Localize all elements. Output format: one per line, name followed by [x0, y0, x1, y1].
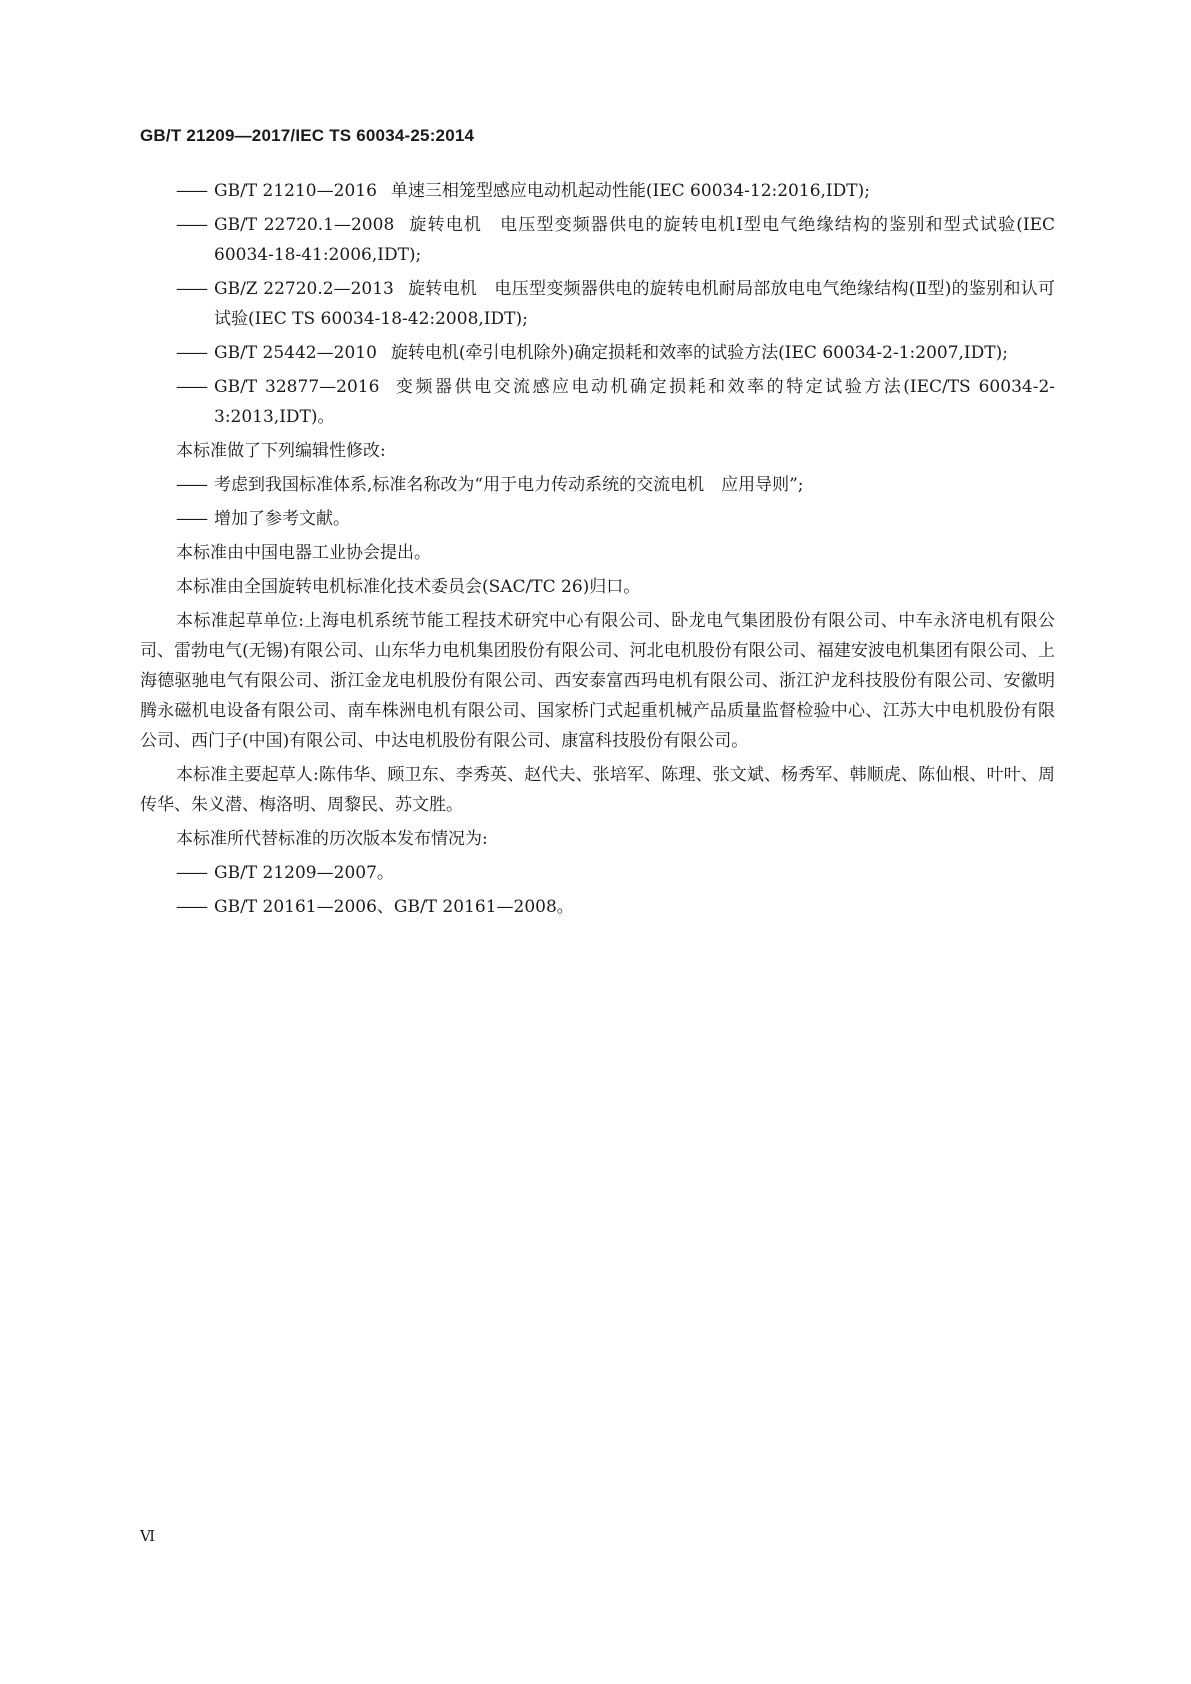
reference-text: 旋转电机 电压型变频器供电的旋转电机Ⅰ型电气绝缘结构的鉴别和型式试验(IEC 60034-18-41:2006,IDT);	[214, 215, 1056, 265]
standard-header: GB/T 21209—2017/IEC TS 60034-25:2014	[140, 126, 475, 145]
dash-marker: ——	[176, 897, 206, 917]
reference-code: GB/T 25442—2010	[214, 343, 377, 363]
committee-paragraph: 本标准由全国旋转电机标准化技术委员会(SAC/TC 26)归口。	[176, 577, 641, 597]
history-item	[140, 858, 1055, 888]
history-item-text: GB/T 20161—2006、GB/T 20161—2008。	[214, 897, 574, 917]
reference-item	[140, 338, 1055, 368]
reference-item	[140, 372, 1055, 432]
drafting-units-paragraph: 本标准起草单位:上海电机系统节能工程技术研究中心有限公司、卧龙电气集团股份有限公司、中车永济电机有限公司、雷勃电气(无锡)有限公司、山东华力电机集团股份有限公司、河北电机股份有限公司、福建安波电机集团有限公司、上海德驱驰电气有限公司、浙江金龙电机股份有限公司、西安泰富西玛电机有限公司、浙江沪龙科技股份有限公司、安徽明腾永磁机电设备有限公司、南车株洲电机有限公司、国家桥门式起重机械产品质量监督检验中心、江苏大中电机股份有限公司、西门子(中国)有限公司、中达电机股份有限公司、康富科技股份有限公司。	[140, 611, 1055, 751]
reference-item	[140, 176, 1055, 206]
dash-marker: ——	[176, 475, 206, 495]
reference-text: 旋转电机 电压型变频器供电的旋转电机耐局部放电电气绝缘结构(Ⅱ型)的鉴别和认可试验(IEC TS 60034-18-42:2008,IDT);	[214, 279, 1055, 329]
dash-marker: ——	[176, 181, 206, 201]
dash-marker: ——	[176, 215, 206, 235]
editorial-item	[140, 470, 1055, 500]
reference-code: GB/T 22720.1—2008	[214, 215, 395, 235]
dash-marker: ——	[176, 863, 206, 883]
dash-marker: ——	[176, 377, 206, 397]
editorial-item-text: 增加了参考文献。	[214, 509, 350, 529]
dash-marker: ——	[176, 343, 206, 363]
editorial-intro: 本标准做了下列编辑性修改:	[176, 441, 386, 461]
reference-code: GB/T 32877—2016	[214, 377, 380, 397]
history-item-text: GB/T 21209—2007。	[214, 863, 394, 883]
reference-text: 单速三相笼型感应电动机起动性能(IEC 60034-12:2016,IDT);	[390, 181, 870, 201]
editorial-item	[140, 504, 1055, 534]
reference-item	[140, 210, 1055, 270]
reference-item	[140, 274, 1055, 334]
foreword-content	[140, 176, 1055, 926]
page-number: Ⅵ	[140, 1527, 156, 1545]
drafters-paragraph: 本标准主要起草人:陈伟华、顾卫东、李秀英、赵代夫、张培军、陈理、张文斌、杨秀军、韩顺虎、陈仙根、叶叶、周传华、朱义潜、梅洛明、周黎民、苏文胜。	[140, 765, 1055, 815]
editorial-item-text: 考虑到我国标准体系,标准名称改为“用于电力传动系统的交流电机 应用导则”;	[214, 475, 804, 495]
dash-marker: ——	[176, 509, 206, 529]
history-intro: 本标准所代替标准的历次版本发布情况为:	[176, 829, 488, 849]
history-item	[140, 892, 1055, 922]
dash-marker: ——	[176, 279, 206, 299]
reference-code: GB/Z 22720.2—2013	[214, 279, 394, 299]
proposer-paragraph: 本标准由中国电器工业协会提出。	[176, 543, 431, 563]
reference-text: 变频器供电交流感应电动机确定损耗和效率的特定试验方法(IEC/TS 60034-2-3:2013,IDT)。	[214, 377, 1056, 427]
reference-code: GB/T 21210—2016	[214, 181, 377, 201]
reference-text: 旋转电机(牵引电机除外)确定损耗和效率的试验方法(IEC 60034-2-1:2007,IDT);	[390, 343, 1008, 363]
